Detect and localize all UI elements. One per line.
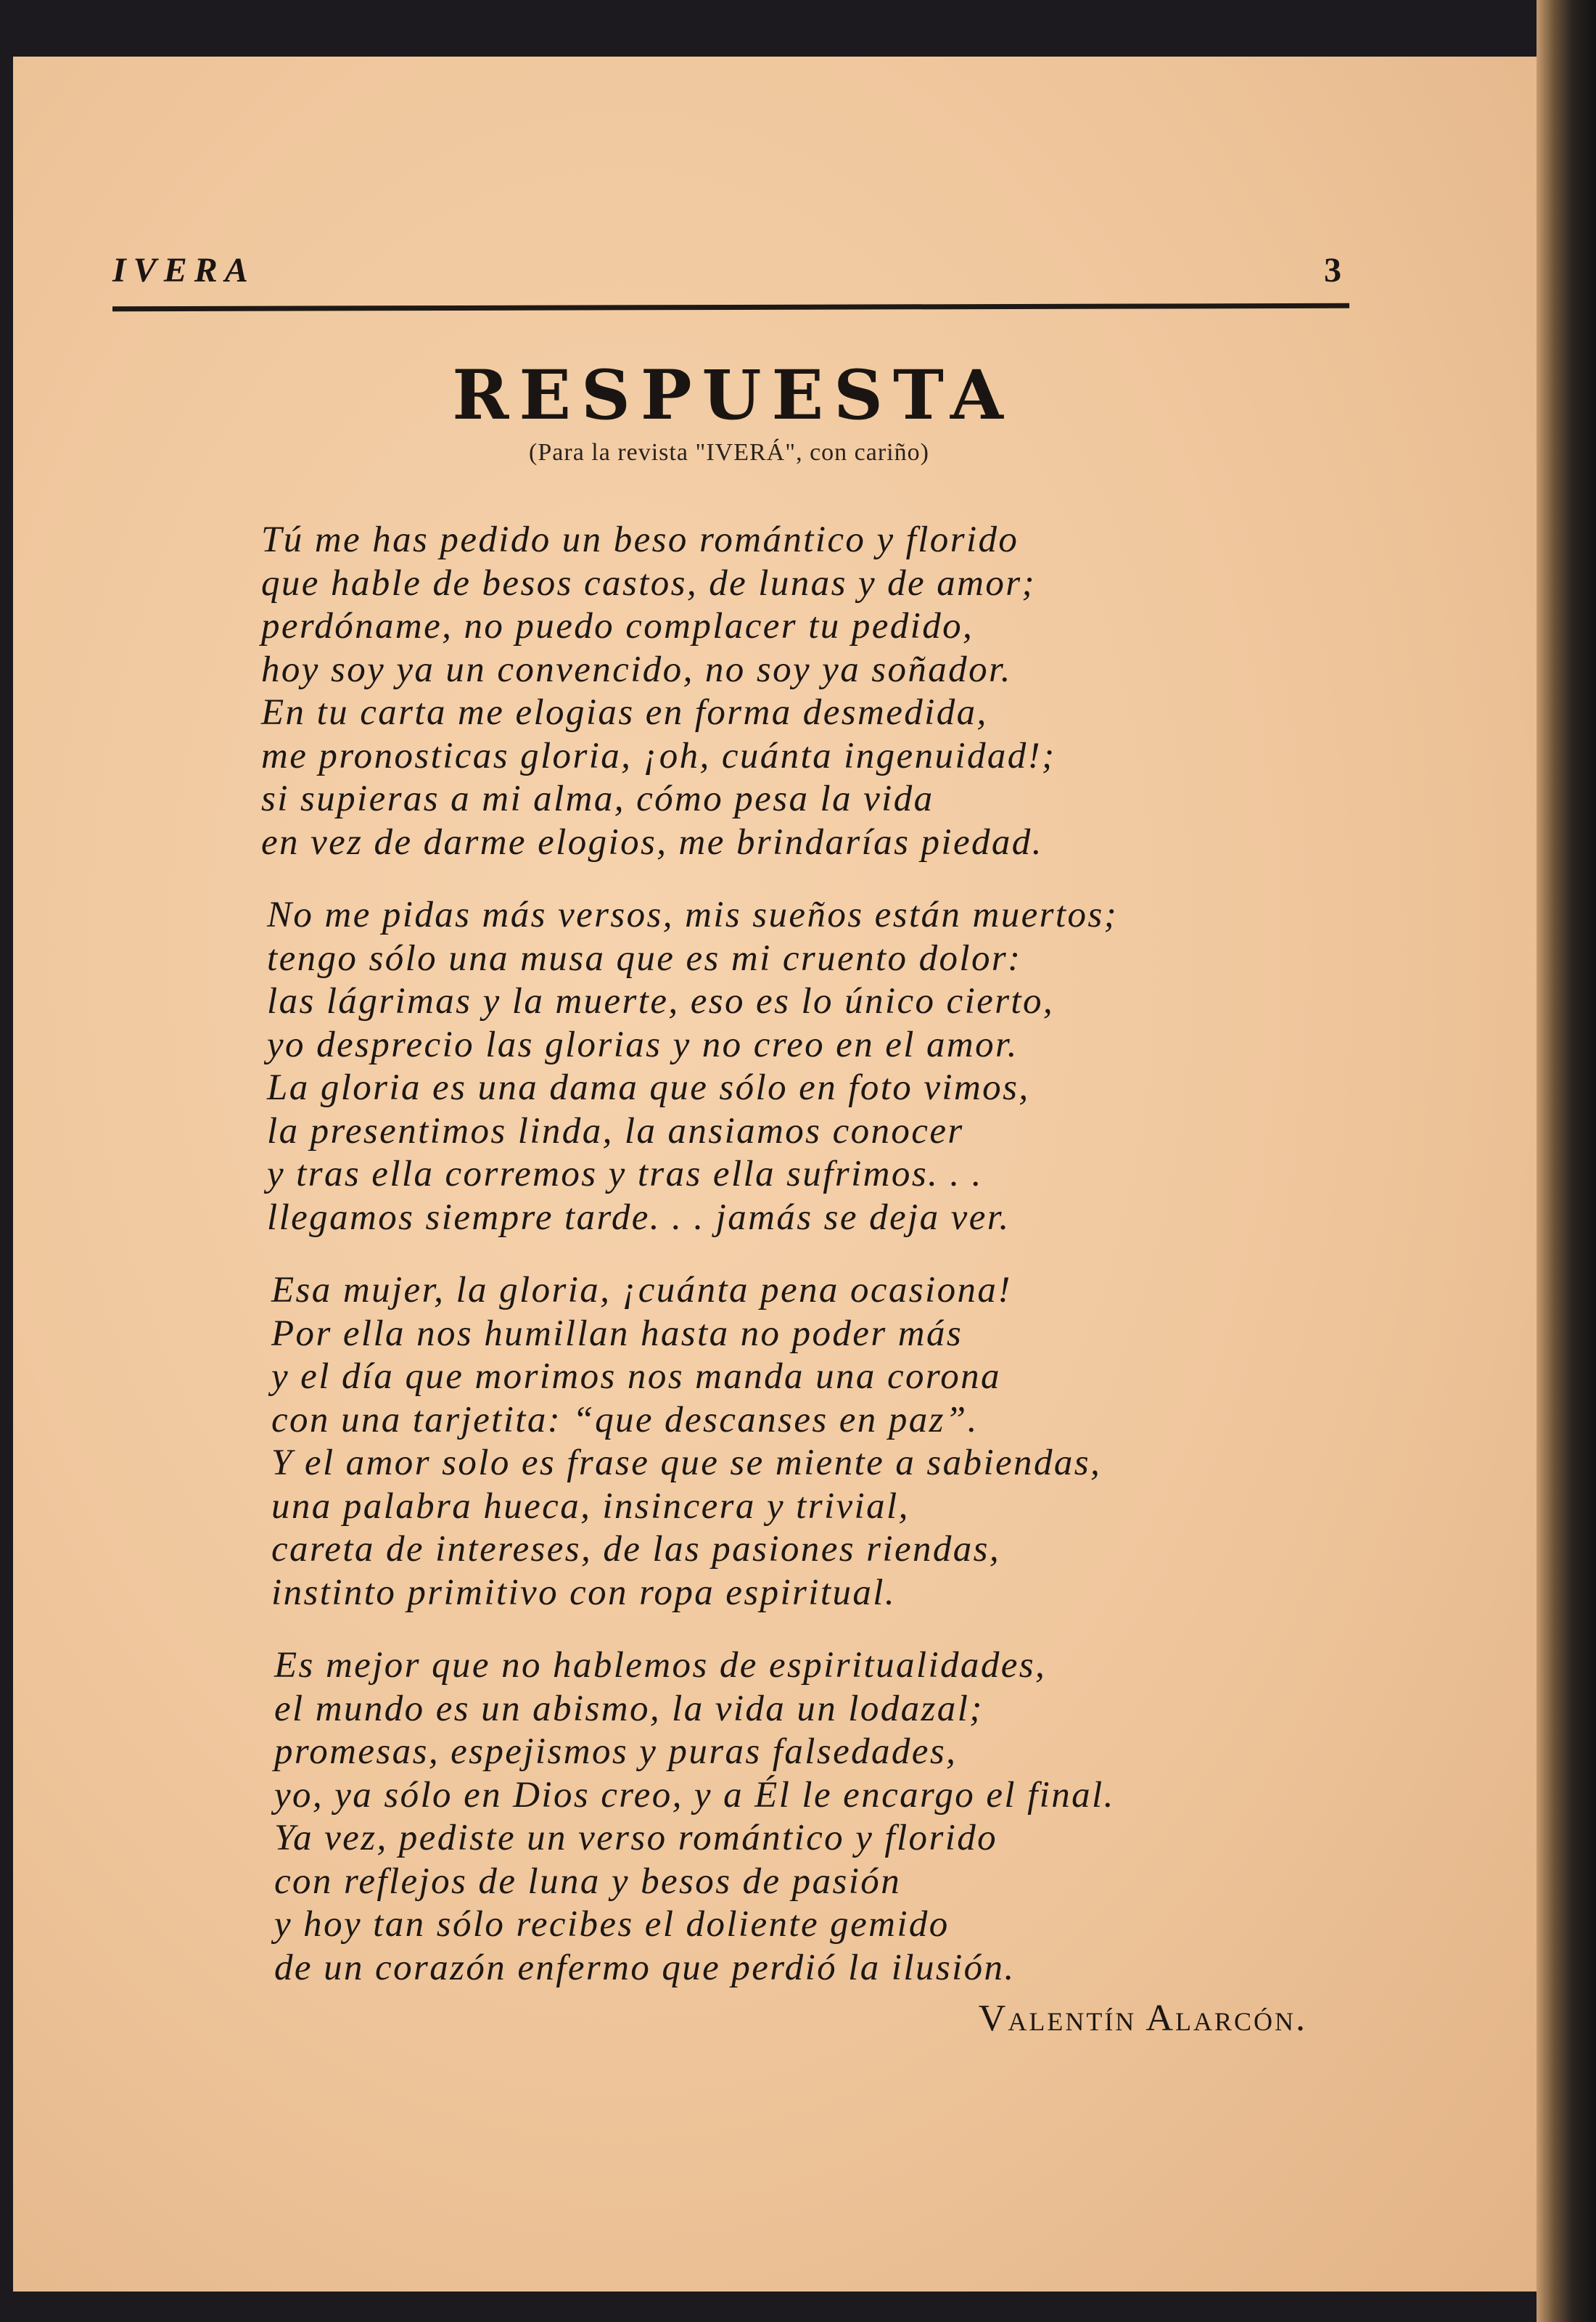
poem-line: Por ella nos humillan hasta no poder más bbox=[271, 1313, 963, 1354]
poem-line: y tras ella corremos y tras ella sufrimos. . . bbox=[267, 1154, 983, 1194]
poem-line: que hable de besos castos, de lunas y de amor; bbox=[261, 562, 1036, 604]
author-signature: Valentín Alarcón. bbox=[978, 1998, 1307, 2039]
poem-title: RESPUESTA bbox=[452, 356, 1013, 435]
poem-line: No me pidas más versos, mis sueños están muertos; bbox=[267, 895, 1118, 935]
page-number: 3 bbox=[1324, 251, 1341, 290]
scan-top-edge bbox=[0, 0, 1596, 58]
poem-line: La gloria es una dama que sólo en foto vimos, bbox=[267, 1067, 1030, 1108]
stanza bbox=[267, 894, 1118, 1239]
poem-body bbox=[261, 519, 1118, 2019]
poem-line: y el día que morimos nos manda una corona bbox=[271, 1356, 1001, 1397]
poem-line: yo desprecio las glorias y no creo en el amor. bbox=[267, 1024, 1019, 1065]
stanza bbox=[261, 519, 1118, 864]
poem-line: me pronosticas gloria, ¡oh, cuánta ingenuidad!; bbox=[261, 735, 1056, 776]
poem-line: tengo sólo una musa que es mi cruento dolor: bbox=[267, 938, 1022, 979]
poem-line: si supieras a mi alma, cómo pesa la vida bbox=[261, 779, 934, 819]
stanza bbox=[271, 1269, 1118, 1615]
poem-line: Esa mujer, la gloria, ¡cuánta pena ocasiona! bbox=[271, 1270, 1012, 1310]
running-head: IVERA bbox=[112, 251, 255, 290]
poem-line: de un corazón enfermo que perdió la ilusión. bbox=[274, 1947, 1016, 1988]
poem-line: En tu carta me elogias en forma desmedida, bbox=[261, 692, 988, 733]
poem-line: Es mejor que no hablemos de espiritualidades, bbox=[274, 1645, 1047, 1686]
poem-line: y hoy tan sólo recibes el doliente gemido bbox=[274, 1904, 950, 1945]
poem-line: yo, ya sólo en Dios creo, y a Él le encargo el final. bbox=[274, 1774, 1115, 1816]
poem-line: Ya vez, pediste un verso romántico y florido bbox=[274, 1818, 998, 1858]
poem-line: una palabra hueca, insincera y trivial, bbox=[271, 1485, 910, 1527]
poem-line: llegamos siempre tarde. . . jamás se deja ver. bbox=[267, 1197, 1011, 1238]
poem-line: el mundo es un abismo, la vida un lodazal; bbox=[274, 1688, 984, 1729]
poem-line: la presentimos linda, la ansiamos conocer bbox=[267, 1110, 964, 1152]
stanza bbox=[274, 1644, 1118, 1990]
poem-line: Tú me has pedido un beso romántico y florido bbox=[261, 520, 1019, 560]
poem-line: con una tarjetita: “que descanses en paz”. bbox=[271, 1399, 979, 1440]
page-binding-edge bbox=[1537, 0, 1596, 2322]
poem-line: instinto primitivo con ropa espiritual. bbox=[271, 1572, 896, 1613]
poem-line: en vez de darme elogios, me brindarías piedad. bbox=[261, 821, 1043, 863]
poem-line: promesas, espejismos y puras falsedades, bbox=[274, 1731, 958, 1772]
poem-line: hoy soy ya un convencido, no soy ya soñador. bbox=[261, 649, 1012, 690]
poem-dedication: (Para la revista "IVERÁ", con cariño) bbox=[529, 439, 929, 466]
poem-line: con reflejos de luna y besos de pasión bbox=[274, 1861, 902, 1902]
poem-line: careta de intereses, de las pasiones riendas, bbox=[271, 1529, 1001, 1570]
poem-line: perdóname, no puedo complacer tu pedido, bbox=[261, 606, 974, 647]
poem-line: Y el amor solo es frase que se miente a sabiendas, bbox=[271, 1443, 1102, 1483]
poem-line: las lágrimas y la muerte, eso es lo único cierto, bbox=[267, 981, 1055, 1022]
